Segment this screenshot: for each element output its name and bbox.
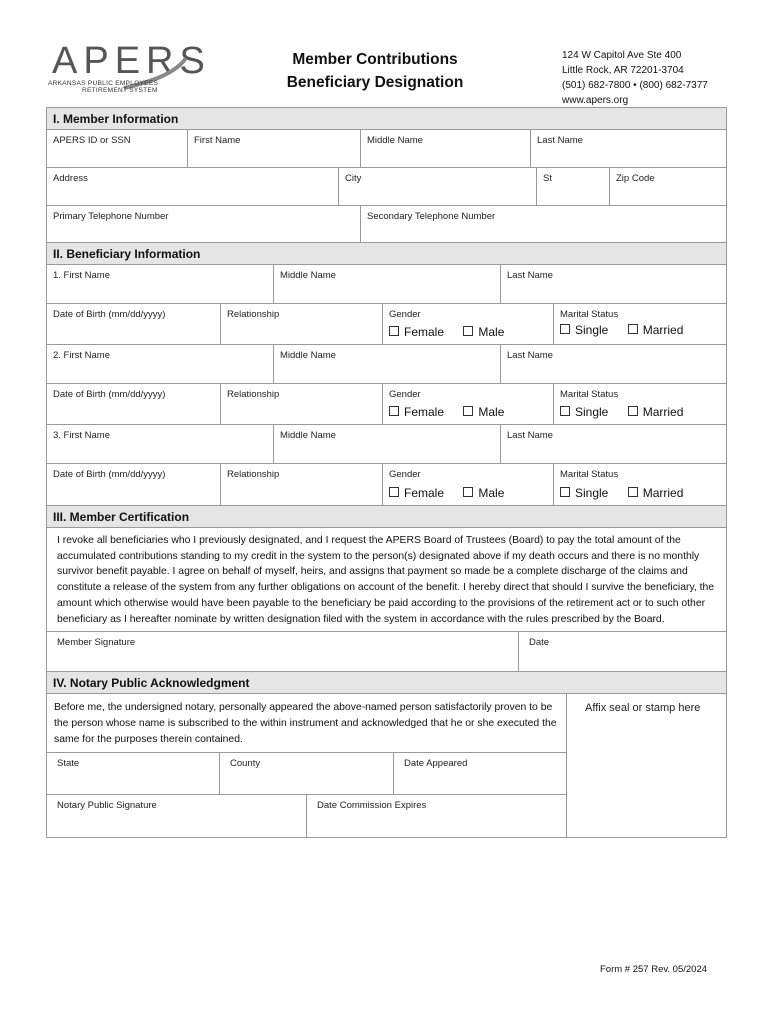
date-appeared-field[interactable]: Date Appeared	[404, 758, 468, 770]
male-checkbox[interactable]: Male	[463, 486, 504, 500]
female-checkbox[interactable]: Female	[389, 486, 444, 500]
beneficiary-1-gender-field: Gender Female Male	[383, 304, 554, 344]
beneficiary-3-relationship-field[interactable]: Relationship	[221, 464, 383, 505]
member-name-row	[47, 130, 726, 168]
member-address-row	[47, 168, 726, 206]
notary-signature-field[interactable]: Notary Public Signature	[47, 795, 307, 838]
section-notary-heading: IV. Notary Public Acknowledgment	[47, 672, 726, 694]
notary-signature-row	[47, 795, 567, 838]
signature-date-field[interactable]: Date	[529, 637, 550, 649]
beneficiary-3-first-name-field[interactable]: 3. First Name	[47, 425, 274, 463]
certification-text: I revoke all beneficiaries who I previously designated, and I request the APERS Board of Trustees (Board) to pay the total amount of the accumulated contributions standing to my credit in the system to the person(s) designated above if my death occurs and there is no monthly survivor benefit payable. I agree on behalf of myself, heirs, and assigns that payment so made be a complete discharge of the claims and constitute a release of the system from any further obligations on account of the benefit. I hereby direct that should I survive the beneficiary, the amount which otherwise would have been payable to the beneficiary be paid according to the provisions of the retirement act or to such other beneficiary as I hereafter nominate by written designation filed with the system in accordance with the rules prescribed by the Board.	[47, 528, 726, 632]
section-beneficiary-heading: II. Beneficiary Information	[47, 243, 726, 265]
beneficiary-3-dob-field[interactable]: Date of Birth (mm/dd/yyyy)	[47, 464, 221, 505]
member-first-name-field[interactable]: First Name	[188, 130, 361, 167]
notary-text: Before me, the undersigned notary, personally appeared the above-named person satisfactorily proven to be the person whose name is subscribed to the within instrument and acknowledged that he or she executed the same for the purposes therein contained.	[54, 702, 557, 745]
apers-id-field[interactable]: APERS ID or SSN	[47, 130, 188, 167]
beneficiary-2-details-row	[47, 384, 726, 425]
single-checkbox[interactable]: Single	[560, 405, 608, 419]
beneficiary-2-dob-field[interactable]: Date of Birth (mm/dd/yyyy)	[47, 384, 221, 424]
form-number: Form # 257 Rev. 05/2024	[600, 964, 708, 975]
beneficiary-2-last-name-field[interactable]: Last Name	[507, 350, 553, 361]
beneficiary-2-relationship-field[interactable]: Relationship	[221, 384, 383, 424]
male-checkbox[interactable]: Male	[463, 325, 504, 339]
beneficiary-1-name-row	[47, 265, 726, 304]
beneficiary-1-marital-field: Marital Status Single Married	[560, 309, 684, 337]
male-checkbox[interactable]: Male	[463, 405, 504, 419]
member-middle-name-field[interactable]: Middle Name	[361, 130, 531, 167]
notary-location-row	[47, 752, 567, 795]
married-checkbox[interactable]: Married	[628, 486, 684, 500]
logo-line1: ARKANSAS PUBLIC EMPLOYEES	[48, 80, 159, 87]
married-checkbox[interactable]: Married	[628, 323, 684, 337]
state-field[interactable]: St	[537, 168, 610, 205]
female-checkbox[interactable]: Female	[389, 325, 444, 339]
section-member-info-heading: I. Member Information	[47, 108, 726, 130]
commission-expires-field[interactable]: Date Commission Expires	[317, 800, 427, 812]
beneficiary-1-details-row	[47, 304, 726, 345]
secondary-phone-field[interactable]: Secondary Telephone Number	[367, 211, 496, 222]
notary-block	[47, 694, 726, 838]
beneficiary-1-middle-name-field[interactable]: Middle Name	[274, 265, 501, 303]
female-checkbox[interactable]: Female	[389, 405, 444, 419]
single-checkbox[interactable]: Single	[560, 486, 608, 500]
city-field[interactable]: City	[339, 168, 537, 205]
member-signature-field[interactable]: Member Signature	[47, 632, 519, 671]
primary-phone-field[interactable]: Primary Telephone Number	[47, 206, 361, 242]
beneficiary-2-name-row	[47, 345, 726, 384]
zip-field[interactable]: Zip Code	[616, 173, 655, 184]
beneficiary-3-gender-field: Gender Female Male	[383, 464, 554, 505]
beneficiary-3-marital-field: Marital Status Single Married	[560, 469, 684, 500]
beneficiary-3-middle-name-field[interactable]: Middle Name	[274, 425, 501, 463]
address-block: 124 W Capitol Ave Ste 400 Little Rock, AR 72201-3704 (501) 682-7800 • (800) 682-7377 www.apers.org	[562, 50, 708, 106]
section-certification-heading: III. Member Certification	[47, 506, 726, 528]
notary-state-field[interactable]: State	[47, 753, 220, 794]
beneficiary-3-details-row	[47, 464, 726, 506]
seal-area: Affix seal or stamp here	[585, 702, 701, 715]
notary-county-field[interactable]: County	[220, 753, 394, 794]
beneficiary-1-relationship-field[interactable]: Relationship	[221, 304, 383, 344]
beneficiary-2-middle-name-field[interactable]: Middle Name	[274, 345, 501, 383]
single-checkbox[interactable]: Single	[560, 323, 608, 337]
member-signature-row	[47, 632, 726, 672]
member-last-name-field[interactable]: Last Name	[537, 135, 583, 146]
beneficiary-1-dob-field[interactable]: Date of Birth (mm/dd/yyyy)	[47, 304, 221, 344]
beneficiary-1-last-name-field[interactable]: Last Name	[507, 270, 553, 281]
member-phone-row	[47, 206, 726, 243]
married-checkbox[interactable]: Married	[628, 405, 684, 419]
beneficiary-3-last-name-field[interactable]: Last Name	[507, 430, 553, 441]
beneficiary-1-first-name-field[interactable]: 1. First Name	[47, 265, 274, 303]
form	[46, 107, 727, 838]
address-field[interactable]: Address	[47, 168, 339, 205]
logo: APERS	[52, 40, 211, 82]
logo-line2: RETIREMENT SYSTEM	[82, 87, 158, 94]
page-title: Member Contributions Beneficiary Designation	[286, 51, 464, 91]
beneficiary-2-marital-field: Marital Status Single Married	[560, 389, 684, 419]
notary-left	[47, 694, 567, 837]
beneficiary-3-name-row	[47, 425, 726, 464]
beneficiary-2-first-name-field[interactable]: 2. First Name	[47, 345, 274, 383]
beneficiary-2-gender-field: Gender Female Male	[383, 384, 554, 424]
